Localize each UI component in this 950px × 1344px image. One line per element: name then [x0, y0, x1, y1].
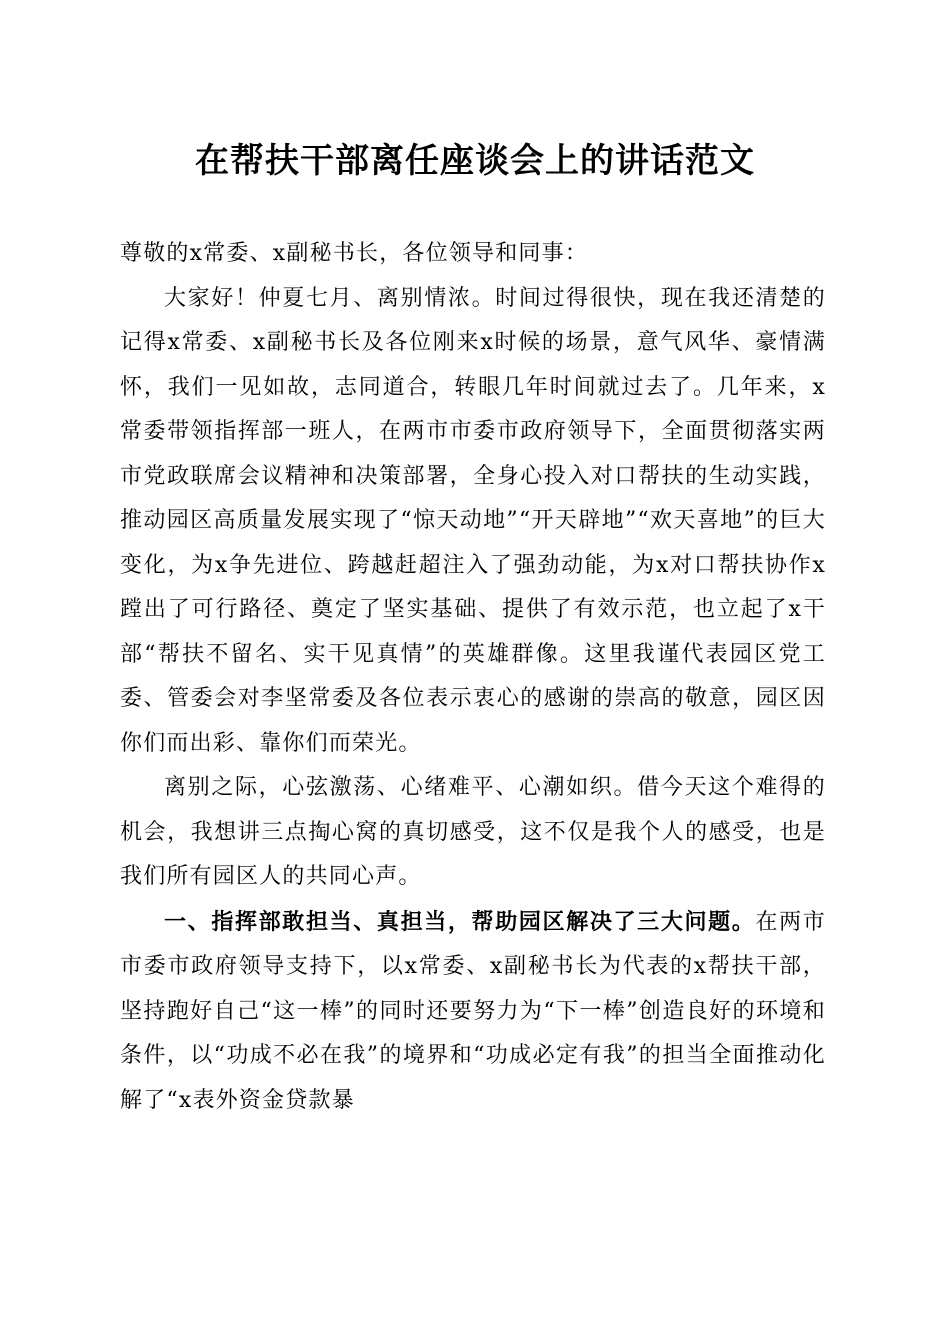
section-1-text: 在两市市委市政府领导支持下，以x常委、x副秘书长为代表的x帮扶干部，坚持跑好自己“这一棒”的同时还要努力为“下一棒”创造良好的环境和条件，以“功成不必在我”的境界和“功成必定有我”的担当全面推动化解了“x表外资金贷款暴	[120, 909, 826, 1113]
paragraph-greeting: 大家好！仲夏七月、离别情浓。时间过得很快，现在我还清楚的记得x常委、x副秘书长及各位刚来x时候的场景，意气风华、豪情满怀，我们一见如故，志同道合，转眼几年时间就过去了。几年来，x常委带领指挥部一班人，在两市市委市政府领导下，全面贯彻落实两市党政联席会议精神和决策部署，全身心投入对口帮扶的生动实践，推动园区高质量发展实现了“惊天动地”“开天辟地”“欢天喜地”的巨大变化，为x争先进位、跨越赶超注入了强劲动能，为x对口帮扶协作x蹚出了可行路径、奠定了坚实基础、提供了有效示范，也立起了x干部“帮扶不留名、实干见真情”的英雄群像。这里我谨代表园区党工委、管委会对李坚常委及各位表示衷心的感谢的崇高的敬意，园区因你们而出彩、靠你们而荣光。	[120, 285, 826, 756]
paragraph-farewell: 离别之际，心弦激荡、心绪难平、心潮如织。借今天这个难得的机会，我想讲三点掏心窝的真切感受，这不仅是我个人的感受，也是我们所有园区人的共同心声。	[120, 775, 826, 889]
section-1-paragraph	[120, 900, 826, 1124]
document-title: 在帮扶干部离任座谈会上的讲话范文	[195, 141, 755, 181]
document-body	[120, 232, 826, 1123]
section-1-heading: 一、指挥部敢担当、真担当，帮助园区解决了三大问题。	[164, 908, 756, 935]
salutation: 尊敬的x常委、x副秘书长，各位领导和同事：	[120, 241, 589, 266]
